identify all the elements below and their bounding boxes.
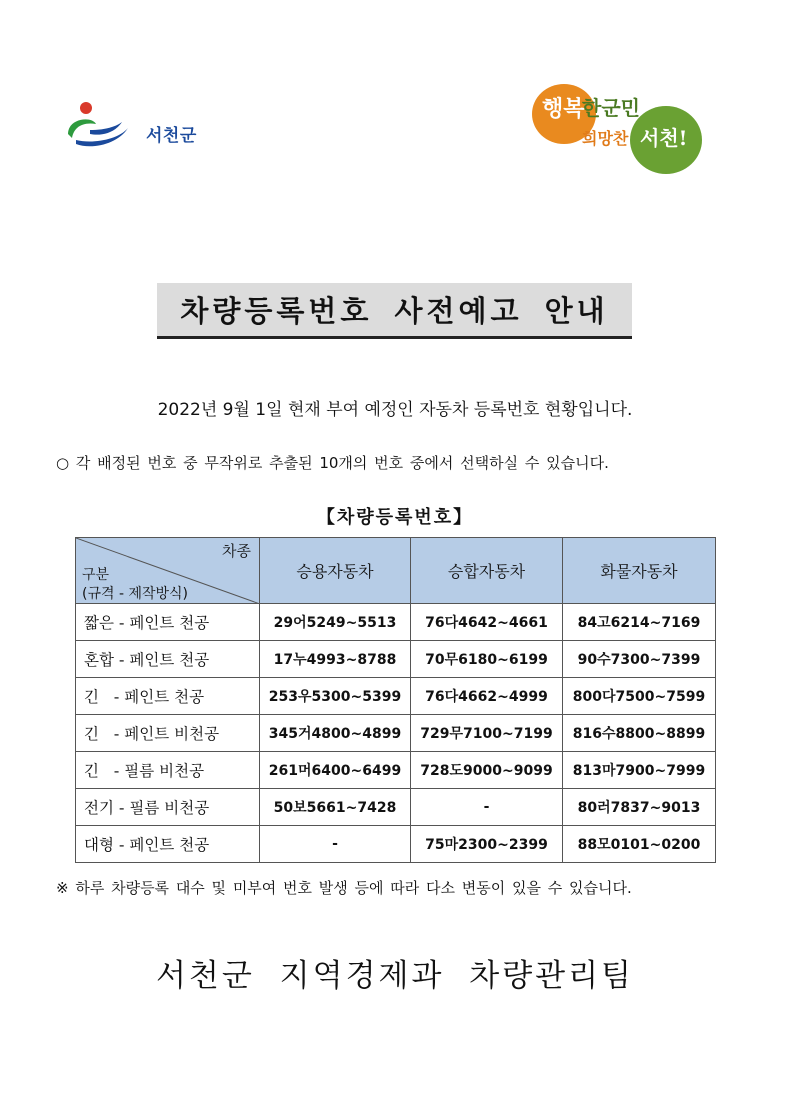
table-row [76,678,716,715]
table-cell: 29어5249~5513 [260,604,411,641]
table-cell: 75마2300~2399 [411,826,563,863]
table-cell: 76다4662~4999 [411,678,563,715]
note-top: ○ 각 배정된 번호 중 무작위로 추출된 10개의 번호 중에서 선택하실 수 있습니다. [56,454,609,472]
table-cell: - [260,826,411,863]
table-cell: 84고6214~7169 [563,604,716,641]
row-label: 긴 - 페인트 천공 [76,678,260,715]
table-cell: 70무6180~6199 [411,641,563,678]
seocheon-emblem-icon [62,100,142,150]
table-row [76,789,716,826]
row-label: 대형 - 페인트 천공 [76,826,260,863]
corner-spec-label: (규격 - 제작방식) [82,586,189,602]
corner-category-label: 구분 [82,567,110,583]
note-bottom: ※ 하루 차량등록 대수 및 미부여 번호 발생 등에 따라 다소 변동이 있을 수 있습니다. [56,879,632,897]
seocheon-logo [62,100,222,150]
slogan-word-3: 희망찬 [582,129,629,148]
table-cell: 76다4642~4661 [411,604,563,641]
footer-department: 서천군 지역경제과 차량관리팀 [155,958,634,994]
row-label: 긴 - 페인트 비천공 [76,715,260,752]
table-cell: 253우5300~5399 [260,678,411,715]
table-row [76,752,716,789]
table-row [76,604,716,641]
registration-table [75,537,716,863]
table-cell: 813마7900~7999 [563,752,716,789]
table-cell: 17누4993~8788 [260,641,411,678]
table-cell: 816수8800~8899 [563,715,716,752]
table-cell: 729무7100~7199 [411,715,563,752]
subtitle: 2022년 9월 1일 현재 부여 예정인 자동차 등록번호 현황입니다. [157,400,633,420]
page-title: 차량등록번호 사전예고 안내 [180,294,609,328]
corner-type-label: 차종 [222,542,251,560]
title-box [157,283,632,339]
row-label: 긴 - 필름 비천공 [76,752,260,789]
table-cell: - [411,789,563,826]
table-row [76,641,716,678]
row-label: 혼합 - 페인트 천공 [76,641,260,678]
column-header-van: 승합자동차 [411,538,563,604]
table-cell: 88모0101~0200 [563,826,716,863]
corner-header [76,538,260,604]
table-cell: 50보5661~7428 [260,789,411,826]
slogan-logo [530,78,710,178]
column-header-passenger: 승용자동차 [260,538,411,604]
column-header-truck: 화물자동차 [563,538,716,604]
logo-text: 서천군 [146,126,197,146]
table-row [76,826,716,863]
table-cell: 800다7500~7599 [563,678,716,715]
row-label: 짧은 - 페인트 천공 [76,604,260,641]
slogan-word-4: 서천! [640,126,688,150]
slogan-word-2: 한군민 [582,96,640,120]
table-cell: 728도9000~9099 [411,752,563,789]
table-cell: 261머6400~6499 [260,752,411,789]
table-header-row [76,538,716,604]
row-label: 전기 - 필름 비천공 [76,789,260,826]
table-title: 【차량등록번호】 [316,507,474,528]
table-cell: 80러7837~9013 [563,789,716,826]
table-cell: 90수7300~7399 [563,641,716,678]
slogan-word-1: 행복 [542,96,585,122]
table-cell: 345거4800~4899 [260,715,411,752]
table-row [76,715,716,752]
